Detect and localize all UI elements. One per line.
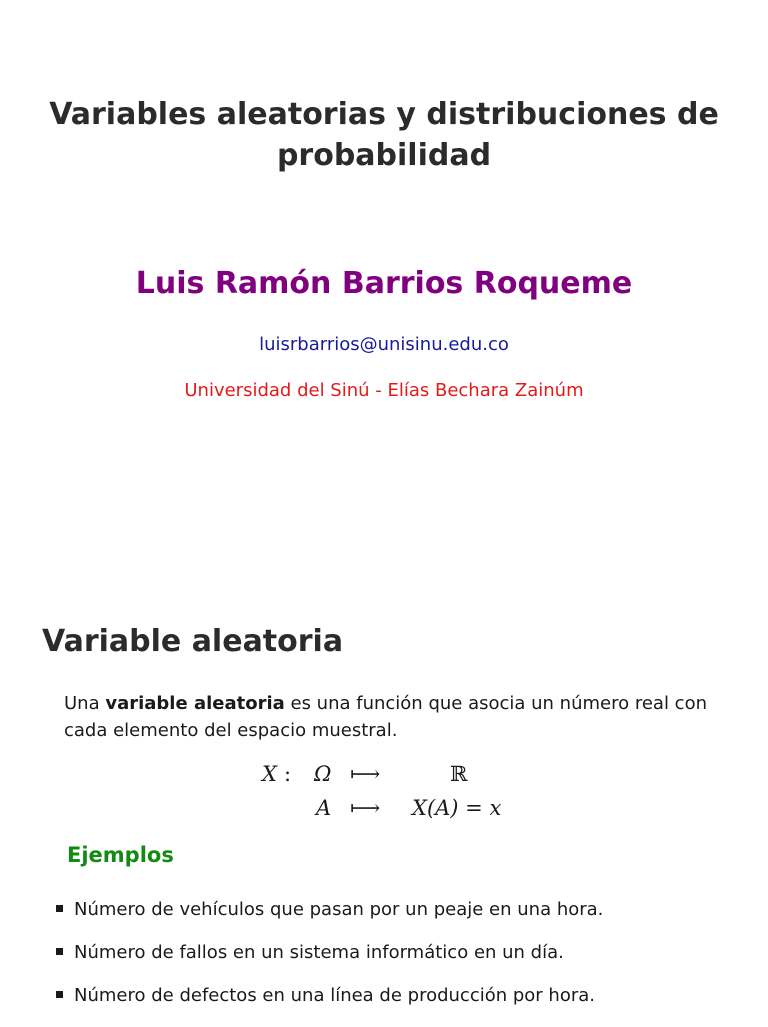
slide-title-line-1: Variables aleatorias y distribuciones de — [49, 97, 719, 132]
example-text: Número de fallos en un sistema informático en un día. — [74, 942, 564, 963]
formula-element: A — [316, 796, 332, 820]
formula-arrow-2: ⟼ — [350, 796, 381, 820]
formula-sample-space: Ω — [314, 762, 332, 786]
bullet-icon — [56, 991, 63, 998]
university-name: Universidad del Sinú - Elías Bechara Zainúm — [184, 380, 584, 401]
formula-colon: : — [284, 762, 292, 786]
slide-title — [40, 94, 728, 176]
examples-heading: Ejemplos — [67, 843, 174, 867]
slide-title-line-2: probabilidad — [276, 138, 492, 173]
formula-reals: ℝ — [450, 762, 468, 786]
list-item — [56, 984, 746, 1027]
example-text: Número de defectos en una línea de producción por hora. — [74, 985, 595, 1006]
examples-list — [56, 898, 746, 1027]
formula-mapping: X(A) = x — [412, 796, 502, 820]
bullet-icon — [56, 905, 63, 912]
definition-suffix: es una función que asocia un número real con cada elemento del espacio muestral. — [64, 693, 707, 741]
mapping-formula — [200, 758, 560, 828]
definition-text — [64, 690, 724, 744]
example-text: Número de vehículos que pasan por un peaje en una hora. — [74, 899, 604, 920]
bullet-icon — [56, 948, 63, 955]
author-name: Luis Ramón Barrios Roqueme — [135, 266, 633, 301]
section-title: Variable aleatoria — [42, 624, 344, 659]
list-item — [56, 941, 746, 984]
list-item — [56, 898, 746, 941]
author-email: luisrbarrios@unisinu.edu.co — [259, 334, 509, 355]
formula-function-symbol: X — [262, 762, 277, 786]
formula-arrow-1: ⟼ — [350, 762, 381, 786]
definition-term: variable aleatoria — [105, 693, 285, 714]
definition-prefix: Una — [64, 693, 106, 714]
